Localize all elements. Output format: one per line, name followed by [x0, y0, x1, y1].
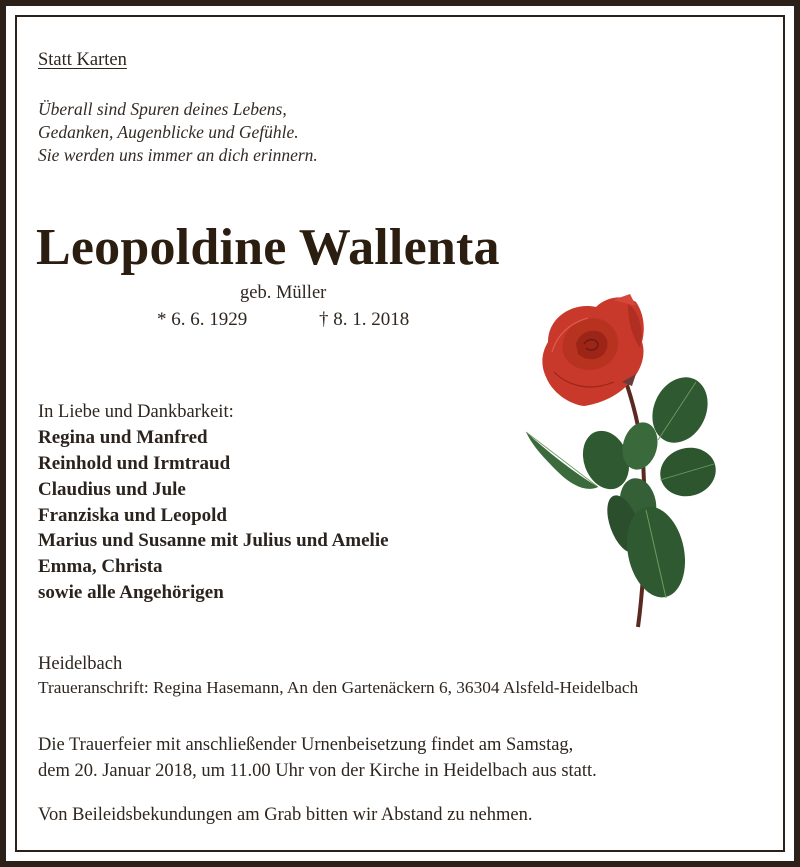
- mourner-entry: sowie alle Angehörigen: [38, 582, 224, 603]
- ceremony-info-line: dem 20. Januar 2018, um 11.00 Uhr von der Kirche in Heidelbach aus statt.: [38, 761, 597, 781]
- mourner-entry: Claudius und Jule: [38, 479, 186, 500]
- mourner-entry: Marius und Susanne mit Julius und Amelie: [38, 530, 389, 551]
- mourner-entry: Emma, Christa: [38, 556, 163, 577]
- mourner-entry: Regina und Manfred: [38, 427, 208, 448]
- poem-line: Überall sind Spuren deines Lebens,: [38, 99, 287, 119]
- poem-line: Sie werden uns immer an dich erinnern.: [38, 145, 318, 165]
- mourning-address: Traueranschrift: Regina Hasemann, An den Gartenäckern 6, 36304 Alsfeld-Heidelbach: [38, 678, 639, 697]
- death-date: † 8. 1. 2018: [319, 309, 410, 330]
- place-name: Heidelbach: [38, 654, 123, 674]
- mourners-intro: In Liebe und Dankbarkeit:: [38, 402, 234, 422]
- ceremony-info-line: Die Trauerfeier mit anschließender Urnenbeisetzung findet am Samstag,: [38, 735, 574, 755]
- mourner-entry: Reinhold und Irmtraud: [38, 453, 231, 474]
- deceased-name: Leopoldine Wallenta: [36, 219, 500, 276]
- red-rose-icon: [518, 282, 718, 632]
- mourner-entry: Franziska und Leopold: [38, 505, 227, 526]
- birth-date: * 6. 6. 1929: [157, 309, 248, 330]
- poem-line: Gedanken, Augenblicke und Gefühle.: [38, 122, 299, 142]
- maiden-name: geb. Müller: [240, 283, 327, 303]
- condolence-request: Von Beileidsbekundungen am Grab bitten wir Abstand zu nehmen.: [38, 805, 533, 825]
- header-label-statt-karten: Statt Karten: [38, 50, 127, 70]
